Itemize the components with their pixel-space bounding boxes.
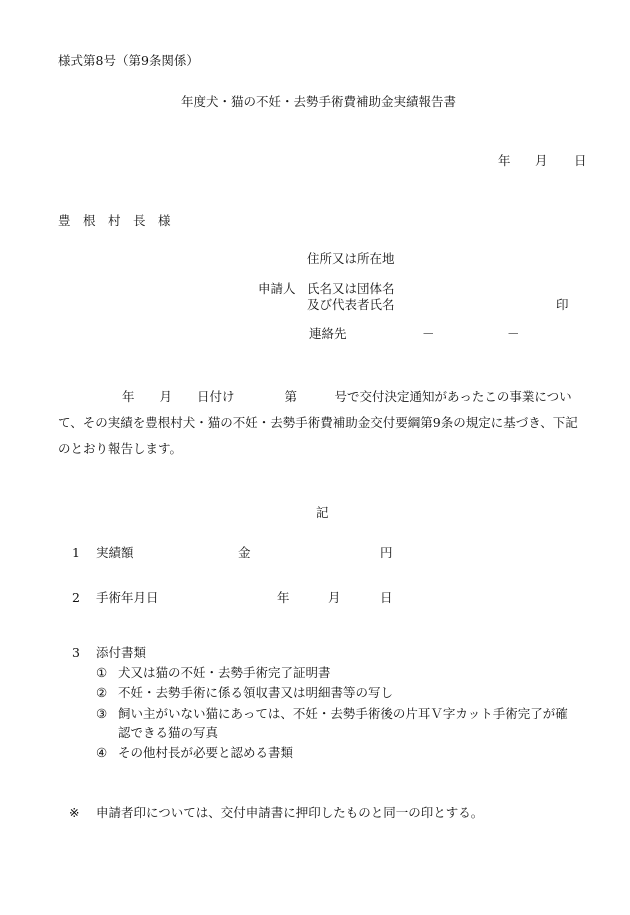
item-2-label: 手術年月日 (96, 590, 159, 605)
note-mark: ※ (69, 805, 80, 820)
contact-dash-2: － (507, 326, 520, 341)
date-year: 年 (498, 153, 511, 168)
item-2-number: 2 (72, 590, 80, 605)
name-label: 氏名又は団体名 (307, 281, 395, 296)
item-2-year: 年 (277, 590, 290, 605)
attachment-1-text: 犬又は猫の不妊・去勢手術完了証明書 (118, 665, 331, 680)
document-title: 年度犬・猫の不妊・去勢手術費補助金実績報告書 (181, 94, 457, 109)
body-line-1: 年 月 日付け 第 号で交付決定通知があったこの事業につい (122, 389, 572, 404)
body-line-3: のとおり報告します。 (58, 441, 183, 456)
item-1-yen: 円 (380, 545, 393, 560)
attachment-2-mark: ② (96, 685, 108, 700)
contact-dash-1: － (422, 326, 435, 341)
date-month: 月 (535, 153, 548, 168)
attachment-3-continuation: 認できる猫の写真 (118, 725, 219, 740)
item-2-day: 日 (380, 590, 393, 605)
form-number: 様式第8号（第9条関係） (58, 53, 199, 68)
date-day: 日 (574, 153, 587, 168)
attachment-3-text: 飼い主がいない猫にあっては、不妊・去勢手術後の片耳Ｖ字カット手術完了が確 (118, 706, 568, 721)
attachment-1-mark: ① (96, 665, 108, 680)
address-label: 住所又は所在地 (307, 251, 395, 266)
seal-mark: 印 (556, 297, 569, 312)
attachment-2-text: 不妊・去勢手術に係る領収書又は明細書等の写し (118, 685, 394, 700)
item-3-number: 3 (72, 645, 80, 660)
addressee: 豊 根 村 長 様 (58, 213, 171, 228)
body-paragraph (58, 384, 590, 462)
applicant-label: 申請人 (258, 281, 296, 296)
item-1-number: 1 (72, 545, 80, 560)
body-line-2: て、その実績を豊根村犬・猫の不妊・去勢手術費補助金交付要綱第9条の規定に基づき、下記 (58, 415, 578, 430)
attachment-4-mark: ④ (96, 745, 108, 760)
contact-label: 連絡先 (309, 326, 347, 341)
item-3-label: 添付書類 (96, 645, 147, 660)
ki-heading: 記 (316, 505, 329, 520)
attachment-4-text: その他村長が必要と認める書類 (118, 745, 294, 760)
item-2-month: 月 (328, 590, 341, 605)
note-text: 申請者印については、交付申請書に押印したものと同一の印とする。 (96, 805, 484, 820)
item-1-label: 実績額 (96, 545, 134, 560)
representative-label: 及び代表者氏名 (307, 297, 395, 312)
item-1-kin: 金 (238, 545, 251, 560)
attachment-3-mark: ③ (96, 706, 108, 721)
